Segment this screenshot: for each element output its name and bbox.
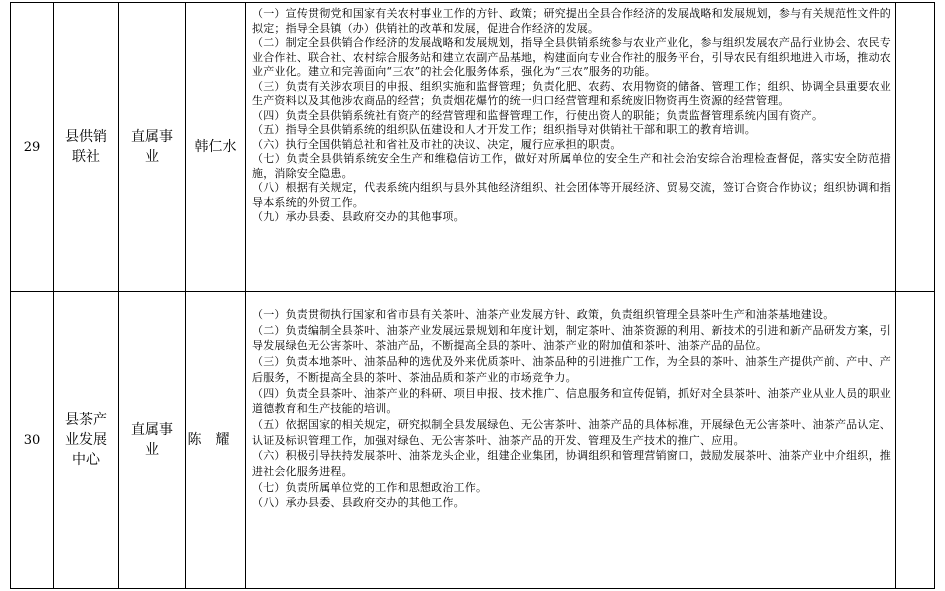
duty-item: （八）承办县委、县政府交办的其他工作。 [252,496,465,510]
duty-item: （九）承办县委、县政府交办的其他事项。 [252,210,465,223]
agency-type: 直属事业 [131,129,173,165]
leader-cell [186,292,246,588]
duty-item: （一）负责贯彻执行国家和省市县有关茶叶、油茶产业发展方针、政策，负责组织管理全县茶叶生产和油茶基地建设。 [252,308,835,321]
table-row [11,292,934,588]
duty-item: （七）负责全县供销系统安全生产和维稳信访工作，做好对所属单位的安全生产和社会治安综合治理检查督促，落实安全防范措施，消除安全隐患。 [252,152,891,180]
remarks-cell [896,292,934,588]
agency-type-cell [119,3,186,291]
remarks-cell [896,3,934,291]
agency-name-cell [54,3,119,291]
duty-item: （五）依据国家的相关规定，研究拟制全县发展绿色、无公害茶叶、油茶产品的具体标准，开展绿色无公害茶叶、油茶产品认定、认证及标识管理工作，加强对绿色、无公害茶叶、油茶产品的开发、管理及生产技术的推广、应用。 [252,417,891,447]
duty-item: （四）负责全县茶叶、油茶产业的科研、项目申报、技术推广、信息服务和宣传促销，抓好对全县茶叶、油茶产业从业人员的职业道德教育和生产技能的培训。 [252,386,891,416]
table-row [11,3,934,292]
duty-item: （四）负责全县供销系统社有资产的经营管理和监督管理工作，行使出资人的职能；负责监督管理系统内国有资产。 [252,108,824,122]
duties-list [246,292,895,511]
duty-item: （三）负责本地茶叶、油茶品种的选优及外来优质茶叶、油茶品种的引进推广工作，为全县的茶叶、油茶生产提供产前、产中、产后服务，不断提高全县的茶叶、茶油品质和茶产业的市场竞争力。 [252,355,891,384]
agency-type-cell [119,292,186,588]
agency-duties-table [10,2,935,589]
duty-item: （六）积极引导扶持发展茶叶、油茶龙头企业，组建企业集团，协调组织和管理营销窗口，鼓励发展茶叶、油茶产业中介组织，推进社会化服务进程。 [252,449,891,479]
row-number-cell [11,292,54,588]
duty-item: （八）根据有关规定，代表系统内组织与县外其他经济组织、社会团体等开展经济、贸易交流，签订合资合作协议；组织协调和指导本系统的外贸工作。 [252,181,891,209]
row-number: 30 [23,432,41,448]
agency-name: 县茶产业发展中心 [65,412,107,468]
agency-name: 县供销联社 [65,129,107,165]
duties-cell [246,3,896,291]
row-number: 29 [23,139,41,155]
leader-cell [186,3,246,291]
duty-item: （二）制定全县供销合作经济的发展战略和发展规划，指导全县供销系统参与农业产业化，参与组织发展农产品行业协会、农民专业合作社、联合社、农村综合服务站和建立农副产品基地，构建面向专业合作社的服务平台，引导农民有组织地进入市场，推动农业产业化。建立和完善面向“三农”的社会化服务体系，强化为“三农”服务的功能。 [252,36,891,78]
duty-item: （五）指导全县供销系统的组织队伍建设和人才开发工作；组织指导对供销社干部和职工的教育培训。 [252,123,756,136]
duty-item: （七）负责所属单位党的工作和思想政治工作。 [252,480,488,494]
leader-name: 韩仁水 [194,139,237,155]
duty-item: （三）负责有关涉农项目的申报、组织实施和监督管理；负责化肥、农药、农用物资的储备、管理工作；组织、协调全县重要农业生产资料以及其他涉农商品的经营；负责烟花爆竹的统一归口经营管理和系统废旧物资再生资源的经营管理。 [252,79,891,107]
duty-item: （二）负责编制全县茶叶、油茶产业发展远景规划和年度计划，制定茶叶、油茶资源的利用、新技术的引进和新产品研发方案，引导发展绿色无公害茶叶、茶油产品，不断提高全县的茶叶、油茶产业的附加值和茶叶、油茶产品的品位。 [252,323,891,353]
row-number-cell [11,3,54,291]
agency-name-cell [54,292,119,588]
duties-list [246,3,895,225]
agency-type: 直属事业 [131,422,173,458]
duties-cell [246,292,896,588]
duty-item: （六）执行全国供销总社和省社及市社的决议、决定，履行应承担的职责。 [252,137,622,151]
leader-name: 陈耀 [187,432,244,448]
duty-item: （一）宣传贯彻党和国家有关农村事业工作的方针、政策；研究提出全县合作经济的发展战略和发展规划，参与有关规范性文件的拟定；指导全县镇（办）供销社的改革和发展，促进合作经济的发展。 [252,7,891,35]
